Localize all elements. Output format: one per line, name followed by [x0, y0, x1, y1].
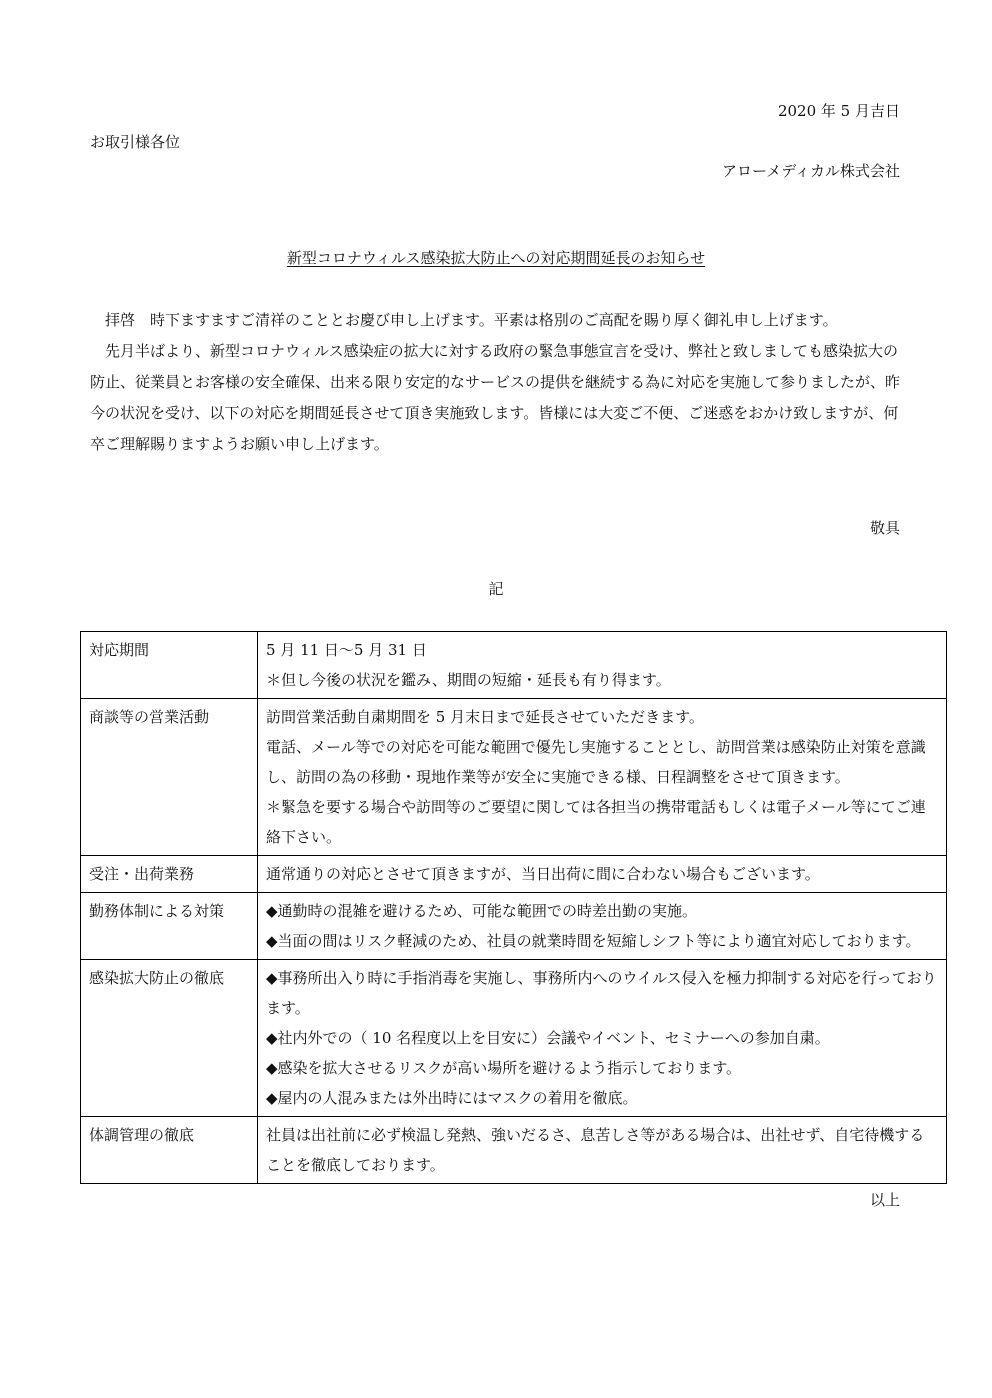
row-line: ＊但し今後の状況を鑑み、期間の短縮・延長も有り得ます。 — [266, 671, 671, 689]
row-label: 勤務体制による対策 — [81, 893, 258, 960]
row-line: 通常通りの対応とさせて頂きますが、当日出荷に間に合わない場合もございます。 — [266, 865, 820, 883]
row-line: 5 月 11 日～5 月 31 日 — [266, 641, 427, 659]
end-ijou: 以上 — [869, 1191, 900, 1209]
table-row — [81, 1117, 947, 1184]
row-label: 体調管理の徹底 — [81, 1117, 258, 1184]
row-label: 受注・出荷業務 — [81, 856, 258, 893]
closing-keigu: 敬具 — [869, 519, 900, 537]
table-row — [81, 960, 947, 1117]
row-line: ◆通勤時の混雑を避けるため、可能な範囲での時差出勤の実施。 — [266, 902, 697, 920]
body-paragraph-1: 拝啓 時下ますますご清祥のこととお慶び申し上げます。平素は格別のご高配を賜り厚く御礼申し上げます。 — [105, 311, 838, 329]
recipient: お取引様各位 — [90, 133, 181, 151]
table-row — [81, 632, 947, 699]
sender-company: アローメディカル株式会社 — [721, 162, 900, 180]
row-line: ◆社内外での（ 10 名程度以上を目安に）会議やイベント、セミナーへの参加自粛。 — [266, 1029, 830, 1047]
row-line: ＊緊急を要する場合や訪問等のご要望に関しては各担当の携帯電話もしくは電子メール等にてご連絡下さい。 — [266, 798, 926, 846]
body-paragraph-2: 先月半ばより、新型コロナウィルス感染症の拡大に対する政府の緊急事態宣言を受け、弊社と致しましても感染拡大の防止、従業員とお客様の安全確保、出来る限り安定的なサービスの提供を継続する為に対応を実施して参りましたが、昨今の状況を受け、以下の対応を期間延長させて頂き実施致します。皆様には大変ご不便、ご迷惑をおかけ致しますが、何卒ご理解賜りますようお願い申し上げます。 — [90, 342, 901, 453]
letter-body — [90, 305, 902, 460]
document-title: 新型コロナウィルス感染拡大防止への対応期間延長のお知らせ — [286, 249, 706, 267]
row-line: 社員は出社前に必ず検温し発熱、強いだるさ、息苦しさ等がある場合は、出社せず、自宅待機することを徹底しております。 — [266, 1126, 925, 1174]
row-line: ◆事務所出入り時に手指消毒を実施し、事務所内へのウイルス侵入を極力抑制する対応を行っております。 — [266, 969, 937, 1017]
row-content — [258, 1117, 947, 1184]
row-content — [258, 960, 947, 1117]
row-content — [258, 856, 947, 893]
row-label: 対応期間 — [81, 632, 258, 699]
row-line: ◆感染を拡大させるリスクが高い場所を避けるよう指示しております。 — [266, 1059, 742, 1077]
measures-table — [80, 631, 947, 1184]
row-line: ◆屋内の人混みまたは外出時にはマスクの着用を徹底。 — [266, 1089, 638, 1107]
row-label: 商談等の営業活動 — [81, 699, 258, 856]
row-content — [258, 699, 947, 856]
row-content — [258, 893, 947, 960]
row-label: 感染拡大防止の徹底 — [81, 960, 258, 1117]
table-row — [81, 699, 947, 856]
row-line: 電話、メール等での対応を可能な範囲で優先し実施することとし、訪問営業は感染防止対策を意識し、訪問の為の移動・現地作業等が安全に実施できる様、日程調整をさせて頂きます。 — [266, 738, 926, 786]
document-date: 2020 年 5 月吉日 — [777, 102, 900, 120]
table-row — [81, 893, 947, 960]
row-line: 訪問営業活動自粛期間を 5 月末日まで延長させていただきます。 — [266, 708, 704, 726]
row-content — [258, 632, 947, 699]
ki-heading: 記 — [488, 580, 504, 598]
table-row — [81, 856, 947, 893]
row-line: ◆当面の間はリスク軽減のため、社員の就業時間を短縮しシフト等により適宜対応しております。 — [266, 932, 921, 950]
